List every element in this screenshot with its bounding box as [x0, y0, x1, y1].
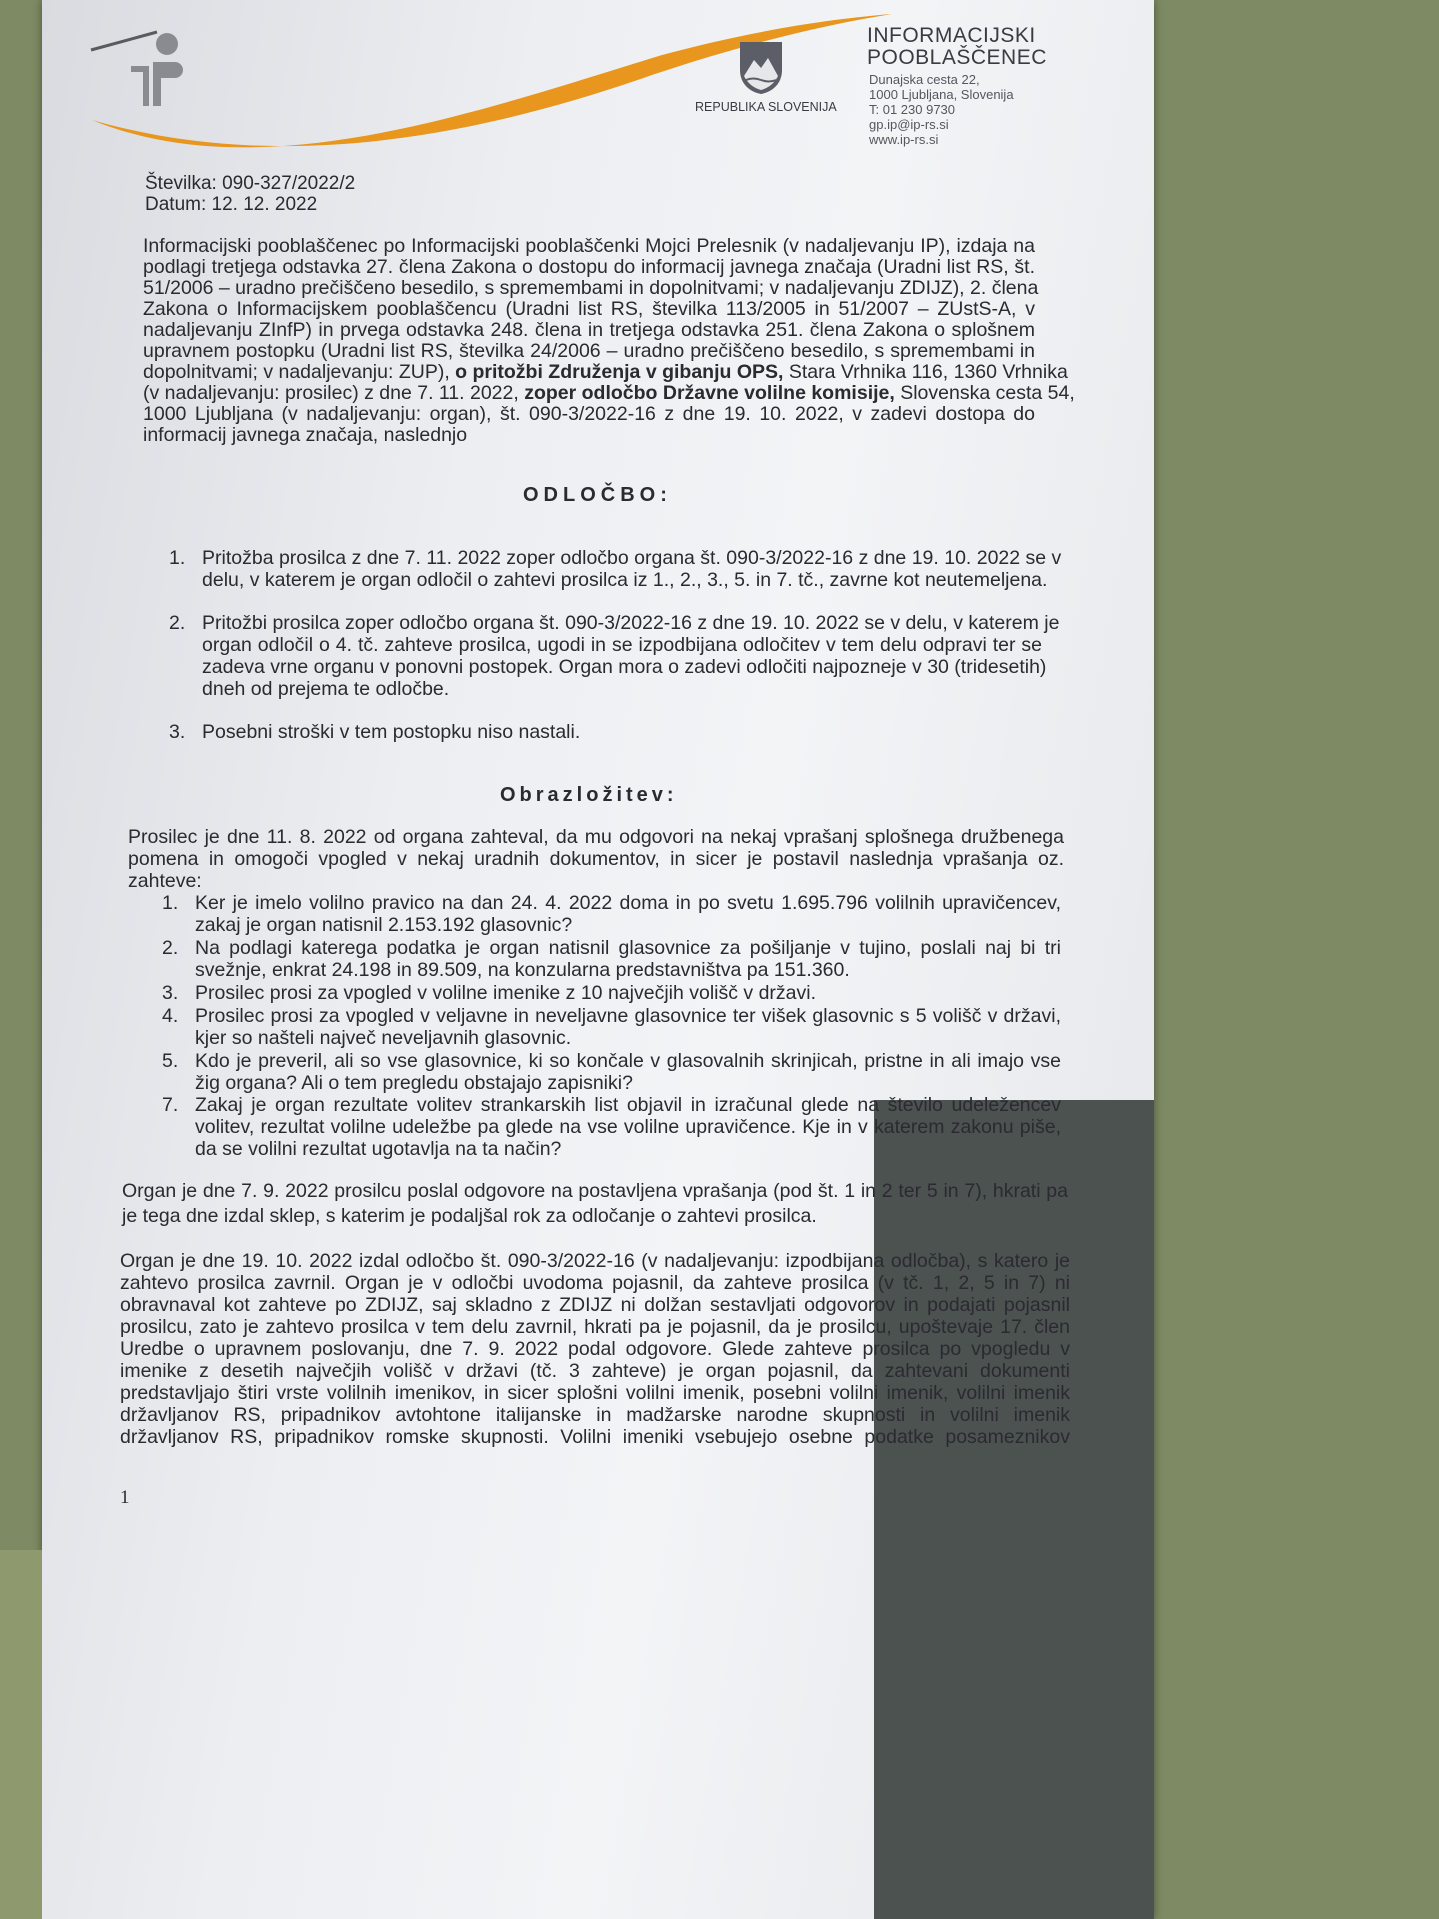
address-line: www.ip-rs.si [869, 132, 939, 147]
decision-item-line: dneh od prejema te odločbe. [202, 678, 450, 700]
intro-line [143, 403, 1035, 425]
item-number: 1. [169, 547, 186, 569]
question-line: Prosilec prosi za vpogled v volilne imenike z 10 največjih volišč v državi. [195, 982, 817, 1004]
document-number: Številka: 090-327/2022/2 [145, 173, 356, 194]
org-name-line-1: INFORMACIJSKI [867, 24, 1036, 47]
question-line: Ker je imelo volilno pravico na dan 24. 4. 2022 doma in po svetu 1.695.796 volilnih upravičencev, [195, 892, 1061, 914]
question-line: volitev, rezultat volilne udeležbe pa glede na vse volilne upravičence. Kje in v katerem zakonu piše, [195, 1116, 1061, 1138]
decision-paragraph-line: Organ je dne 19. 10. 2022 izdal odločbo št. 090-3/2022-16 (v nadaljevanju: izpodbijana odločba), s katero je [120, 1250, 1070, 1272]
reasoning-intro-line: Prosilec je dne 11. 8. 2022 od organa zahteval, da mu odgovori na nekaj vprašanj splošnega družbenega [128, 826, 1064, 848]
text-segment: 1000 Ljubljana (v nadaljevanju: organ), št. 090-3/2022-16 z dne 19. 10. 2022, v zadevi dostopa do [143, 403, 1035, 425]
page-number: 1 [120, 1487, 130, 1508]
question-line: Zakaj je organ rezultate volitev strankarskih list objavil in izračunal glede na število udeležencev [195, 1094, 1061, 1116]
text-segment: upravnem postopku (Uradni list RS, številka 24/2006 – uradno prečiščeno besedilo, s spremembami in [143, 340, 1035, 362]
intro-line [143, 319, 1035, 341]
decision-item-line: Pritožbi prosilca zoper odločbo organa št. 090-3/2022-16 z dne 19. 10. 2022 se v delu, v katerem je [202, 612, 1060, 634]
question-number: 2. [162, 937, 179, 959]
intro-line [143, 235, 1035, 257]
question-line: Prosilec prosi za vpogled v veljavne in neveljavne glasovnice ter višek glasovnic s 5 volišč v državi, [195, 1005, 1061, 1027]
decision-paragraph-line: državljanov RS, pripadnikov romske skupnosti. Volilni imeniki vsebujejo osebne podatke posameznikov [120, 1426, 1070, 1448]
bold-text: zoper odločbo Državne volilne komisije, [524, 382, 895, 404]
question-number: 1. [162, 892, 179, 914]
org-name-line-2: POOBLAŠČENEC [867, 46, 1047, 69]
intro-line [143, 340, 1035, 362]
text-segment: nadaljevanju ZInfP) in prvega odstavka 248. člena in tretjega odstavka 251. člena Zakona o splošnem [143, 319, 1035, 341]
address-line: 1000 Ljubljana, Slovenija [869, 87, 1014, 102]
address-line: gp.ip@ip-rs.si [869, 117, 949, 132]
decision-paragraph-line: državljanov RS, pripadnikov avtohtone italijanske in madžarske narodne skupnosti in volilni imenik [120, 1404, 1070, 1426]
reasoning-intro-line: pomena in omogoči vpogled v nekaj uradnih dokumentov, in sicer je postavil naslednja vprašanja oz. [128, 848, 1064, 870]
header-swoosh [62, 0, 922, 160]
reply-paragraph-line: je tega dne izdal sklep, s katerim je podaljšal rok za odločanje o zahtevi prosilca. [122, 1205, 817, 1227]
bold-text: o pritožbi Združenja v gibanju OPS, [455, 361, 784, 383]
text-segment: dopolnitvami; v nadaljevanju: ZUP), [143, 361, 456, 383]
text-segment: (v nadaljevanju: prosilec) z dne 7. 11. 2022, [143, 382, 525, 404]
background-wall [0, 1550, 42, 1919]
document-date: Datum: 12. 12. 2022 [145, 194, 318, 215]
item-number: 2. [169, 612, 186, 634]
question-number: 4. [162, 1005, 179, 1027]
intro-line [143, 361, 1068, 383]
text-segment: Stara Vrhnika 116, 1360 Vrhnika [783, 361, 1068, 383]
intro-line [143, 298, 1035, 320]
address-line: T: 01 230 9730 [869, 102, 956, 117]
decision-paragraph-line: zahtevo prosilca zavrnil. Organ je v odločbi uvodoma pojasnil, da zahteve prosilca (v tč. 1, 2, 5 in 7) ni [120, 1272, 1070, 1294]
decision-item-line: Pritožba prosilca z dne 7. 11. 2022 zoper odločbo organa št. 090-3/2022-16 z dne 19. 10. 2022 se v [202, 547, 1062, 569]
text-segment: Slovenska cesta 54, [894, 382, 1075, 404]
question-line: kjer so našteli največ neveljavnih glasovnic. [195, 1027, 572, 1049]
intro-line [143, 382, 1075, 404]
org-address [869, 72, 1014, 147]
text-segment: informacij javnega značaja, naslednjo [143, 424, 468, 446]
address-line: Dunajska cesta 22, [869, 72, 980, 87]
reasoning-heading: Obrazložitev: [500, 784, 678, 806]
decision-paragraph-line: imenike z desetih največjih volišč v državi (tč. 3 zahteve) je organ pojasnil, da zahtevani dokumenti [120, 1360, 1070, 1382]
text-segment: Zakona o Informacijskem pooblaščencu (Uradni list RS, številka 113/2005 in 51/2007 – ZUstS-A, v [143, 298, 1035, 320]
question-number: 5. [162, 1050, 179, 1072]
decision-item-line: organ odločil o 4. tč. zahteve prosilca, ugodi in se izpodbijana odločitev v tem delu odpravi ter se [202, 634, 1042, 656]
question-line: Na podlagi katerega podatka je organ natisnil glasovnice za pošiljanje v tujino, poslali naj bi tri [195, 937, 1061, 959]
question-line: žig organa? Ali o tem pregledu obstajajo zapisniki? [195, 1072, 633, 1094]
republic-label: REPUBLIKA SLOVENIJA [695, 100, 837, 114]
text-segment: 51/2006 – uradno prečiščeno besedilo, s spremembami in dopolnitvami; v nadaljevanju ZDIJZ), 2. člena [143, 277, 1039, 299]
coat-of-arms-icon [736, 38, 786, 96]
decision-paragraph-line: obravnaval kot zahteve po ZDIJZ, saj skladno z ZDIJZ ni dolžan sestavljati odgovorov in podajati pojasnil [120, 1294, 1070, 1316]
intro-line [143, 256, 1035, 278]
decision-paragraph-line: predstavljajo štiri vrste volilnih imenikov, in sicer splošni volilni imenik, posebni volilni imenik, volilni imenik [120, 1382, 1070, 1404]
question-line: svežnje, enkrat 24.198 in 89.509, na konzularna predstavništva pa 151.360. [195, 959, 850, 981]
text-segment: podlagi tretjega odstavka 27. člena Zakona o dostopu do informacij javnega značaja (Uradni list RS, št. [143, 256, 1035, 278]
reply-paragraph-line: Organ je dne 7. 9. 2022 prosilcu poslal odgovore na postavljena vprašanja (pod št. 1 in 2 ter 5 in 7), hkrati pa [122, 1180, 1068, 1202]
decision-item-line: Posebni stroški v tem postopku niso nastali. [202, 721, 581, 743]
decision-paragraph-line: Uredbe o upravnem poslovanju, dne 7. 9. 2022 podal odgovore. Glede zahteve prosilca po vpogledu v [120, 1338, 1070, 1360]
ip-logo-icon [87, 28, 187, 113]
document-page [42, 0, 1154, 1919]
decision-item-line: delu, v katerem je organ odločil o zahtevi prosilca iz 1., 2., 3., 5. in 7. tč., zavrne kot neutemeljena. [202, 569, 1048, 591]
question-line: Kdo je preveril, ali so vse glasovnice, ki so končale v glasovalnih skrinjicah, pristne in ali imajo vse [195, 1050, 1061, 1072]
question-line: zakaj je organ natisnil 2.153.192 glasovnic? [195, 914, 573, 936]
question-number: 3. [162, 982, 179, 1004]
decision-item-line: zadeva vrne organu v ponovni postopek. Organ mora o zadevi odločiti najpozneje v 30 (tridesetih) [202, 656, 1047, 678]
reasoning-intro-line: zahteve: [128, 870, 202, 892]
decision-paragraph-line: prosilcu, zato je zahtevo prosilca v tem delu zavrnil, hkrati pa je pojasnil, da je prosilcu, upoštevaje 17. člen [120, 1316, 1070, 1338]
question-number: 7. [162, 1094, 179, 1116]
text-segment: Informacijski pooblaščenec po Informacijski pooblaščenki Mojci Prelesnik (v nadaljevanju IP), izdaja na [143, 235, 1035, 257]
decision-heading: ODLOČBO: [523, 484, 672, 506]
intro-line [143, 277, 1039, 299]
background-shadow [874, 1100, 1154, 1919]
intro-line [143, 424, 467, 446]
question-line: da se volilni rezultat ugotavlja na ta način? [195, 1138, 562, 1160]
item-number: 3. [169, 721, 186, 743]
